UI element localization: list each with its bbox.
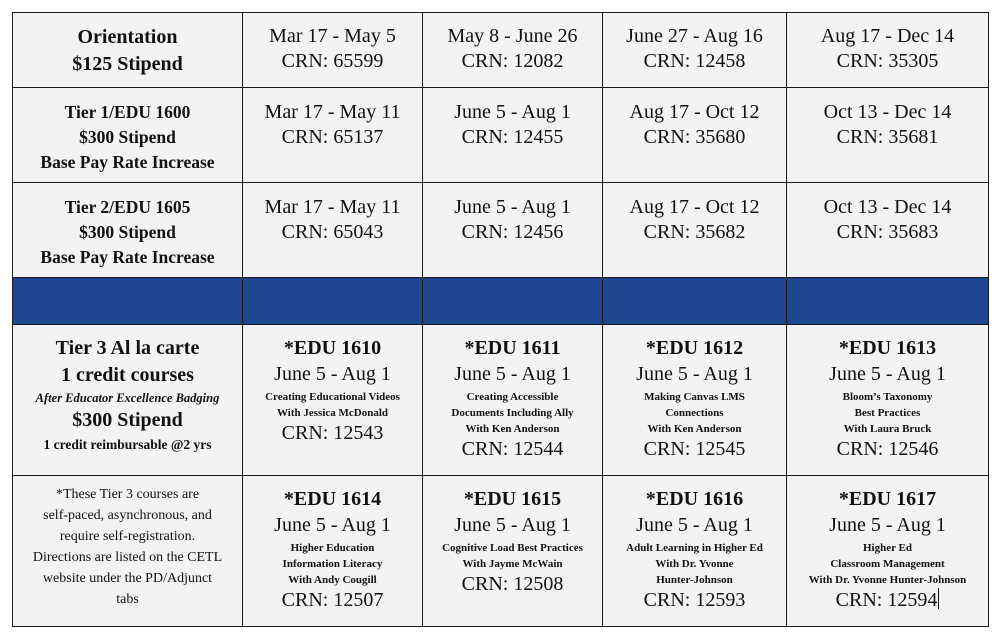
session-cell [423, 183, 603, 278]
session-dates: Aug 17 - Oct 12 [629, 196, 760, 218]
course-cell [787, 476, 989, 627]
session-cell [603, 13, 787, 88]
course-description [603, 387, 786, 437]
session-crn: CRN: 35683 [836, 221, 939, 243]
course-dates: June 5 - Aug 1 [274, 514, 391, 536]
session-dates: Oct 13 - Dec 14 [823, 101, 952, 123]
session-crn: CRN: 12456 [461, 221, 564, 243]
course-crn: CRN: 12544 [461, 438, 564, 460]
course-crn: CRN: 12507 [281, 589, 384, 611]
desc-line: With Dr. Yvonne Hunter-Johnson [808, 574, 967, 586]
desc-line: With Dr. Yvonne [655, 558, 734, 570]
session-crn: CRN: 65043 [281, 221, 384, 243]
course-cell [423, 476, 603, 627]
course-crn: CRN: 12543 [281, 422, 384, 444]
course-code: *EDU 1615 [463, 488, 562, 510]
session-cell [243, 183, 423, 278]
label-line: Tier 2/EDU 1605 [64, 197, 191, 217]
row-label [13, 13, 243, 88]
session-cell [243, 13, 423, 88]
desc-line: Creating Educational Videos [265, 391, 400, 403]
course-crn: CRN: 12546 [836, 438, 939, 460]
session-crn: CRN: 35681 [836, 126, 939, 148]
course-description [243, 387, 422, 421]
note-line: self-paced, asynchronous, and [43, 508, 212, 523]
note-line: Directions are listed on the CETL [32, 550, 223, 565]
session-dates: May 8 - June 26 [447, 25, 578, 47]
session-crn: CRN: 35680 [643, 126, 746, 148]
course-crn-text: CRN: 12594 [835, 589, 938, 611]
course-dates: June 5 - Aug 1 [636, 363, 753, 385]
divider-cell [13, 278, 243, 325]
label-line: Base Pay Rate Increase [40, 247, 215, 267]
row-tier3-continued [13, 476, 989, 627]
row-label [13, 183, 243, 278]
session-dates: Aug 17 - Oct 12 [629, 101, 760, 123]
desc-line: Hunter-Johnson [656, 574, 733, 586]
divider-cell [603, 278, 787, 325]
course-code: *EDU 1617 [838, 488, 937, 510]
tier3-note-cell [13, 476, 243, 627]
course-cell [603, 325, 787, 476]
session-crn: CRN: 35682 [643, 221, 746, 243]
desc-line: With Laura Bruck [843, 423, 932, 435]
tier3-subtitle: 1 credit courses [61, 364, 194, 386]
note-line: website under the PD/Adjunct [42, 571, 213, 586]
course-crn-editable[interactable] [787, 588, 988, 613]
label-line: $125 Stipend [72, 53, 183, 75]
desc-line: Documents Including Ally [451, 407, 574, 419]
row-tier2 [13, 183, 989, 278]
desc-line: Creating Accessible [466, 391, 559, 403]
session-crn: CRN: 12082 [461, 50, 564, 72]
course-cell [243, 476, 423, 627]
desc-line: Adult Learning in Higher Ed [626, 542, 763, 554]
divider-cell [423, 278, 603, 325]
course-cell [243, 325, 423, 476]
course-crn: CRN: 12508 [461, 573, 564, 595]
session-dates: June 5 - Aug 1 [454, 196, 571, 218]
course-description [787, 387, 988, 437]
desc-line: Bloom’s Taxonomy [842, 391, 933, 403]
tier3-stipend: $300 Stipend [72, 409, 183, 431]
desc-line: Classroom Management [830, 558, 945, 570]
divider-cell [787, 278, 989, 325]
course-cell [423, 325, 603, 476]
note-line: tabs [116, 592, 139, 607]
divider-cell [243, 278, 423, 325]
tier3-title: Tier 3 Al la carte [55, 337, 200, 359]
session-cell [243, 88, 423, 183]
tier3-reimburse-note: 1 credit reimbursable @2 yrs [43, 437, 212, 452]
tier3-badging-note: After Educator Excellence Badging [35, 391, 220, 405]
session-crn: CRN: 12455 [461, 126, 564, 148]
course-code: *EDU 1611 [464, 337, 561, 359]
session-dates: Mar 17 - May 11 [264, 196, 401, 218]
session-cell [423, 13, 603, 88]
desc-line: Best Practices [854, 407, 921, 419]
course-dates: June 5 - Aug 1 [454, 514, 571, 536]
session-cell [603, 183, 787, 278]
session-crn: CRN: 35305 [836, 50, 939, 72]
session-dates: June 5 - Aug 1 [454, 101, 571, 123]
desc-line: Higher Education [290, 542, 375, 554]
session-crn: CRN: 65599 [281, 50, 384, 72]
course-cell [787, 325, 989, 476]
note-line: *These Tier 3 courses are [55, 487, 200, 502]
course-dates: June 5 - Aug 1 [454, 363, 571, 385]
session-dates: Mar 17 - May 11 [264, 101, 401, 123]
desc-line: Information Literacy [282, 558, 383, 570]
desc-line: Cognitive Load Best Practices [442, 542, 583, 554]
session-dates: Mar 17 - May 5 [269, 25, 396, 47]
course-dates: June 5 - Aug 1 [636, 514, 753, 536]
row-orientation [13, 13, 989, 88]
desc-line: With Andy Cougill [288, 574, 377, 586]
divider-row [13, 278, 989, 325]
session-dates: Aug 17 - Dec 14 [820, 25, 955, 47]
session-crn: CRN: 65137 [281, 126, 384, 148]
course-cell [603, 476, 787, 627]
row-tier1 [13, 88, 989, 183]
desc-line: With Jessica McDonald [276, 407, 389, 419]
course-description [603, 538, 786, 588]
desc-line: Making Canvas LMS [644, 391, 745, 403]
course-code: *EDU 1616 [645, 488, 744, 510]
course-code: *EDU 1612 [645, 337, 744, 359]
schedule-table [12, 12, 989, 627]
row-tier3 [13, 325, 989, 476]
session-cell [787, 88, 989, 183]
row-label [13, 325, 243, 476]
session-cell [787, 183, 989, 278]
course-description [243, 538, 422, 588]
session-cell [603, 88, 787, 183]
session-cell [787, 13, 989, 88]
row-label [13, 88, 243, 183]
desc-line: With Ken Anderson [647, 423, 742, 435]
label-line: $300 Stipend [79, 222, 176, 242]
course-dates: June 5 - Aug 1 [829, 363, 946, 385]
label-line: Base Pay Rate Increase [40, 152, 215, 172]
note-line: require self-registration. [59, 529, 196, 544]
text-cursor [938, 588, 939, 609]
course-code: *EDU 1613 [838, 337, 937, 359]
label-line: Orientation [77, 26, 178, 48]
course-description [423, 387, 602, 437]
session-cell [423, 88, 603, 183]
desc-line: With Jayme McWain [462, 558, 563, 570]
course-crn: CRN: 12545 [643, 438, 746, 460]
desc-line: Connections [665, 407, 724, 419]
session-dates: Oct 13 - Dec 14 [823, 196, 952, 218]
course-description [787, 538, 988, 588]
course-code: *EDU 1610 [283, 337, 382, 359]
label-line: $300 Stipend [79, 127, 176, 147]
session-dates: June 27 - Aug 16 [626, 25, 763, 47]
course-dates: June 5 - Aug 1 [829, 514, 946, 536]
desc-line: Higher Ed [862, 542, 912, 554]
session-crn: CRN: 12458 [643, 50, 746, 72]
course-description [423, 538, 602, 572]
course-code: *EDU 1614 [283, 488, 382, 510]
course-crn: CRN: 12593 [643, 589, 746, 611]
desc-line: With Ken Anderson [465, 423, 560, 435]
label-line: Tier 1/EDU 1600 [64, 102, 191, 122]
course-dates: June 5 - Aug 1 [274, 363, 391, 385]
